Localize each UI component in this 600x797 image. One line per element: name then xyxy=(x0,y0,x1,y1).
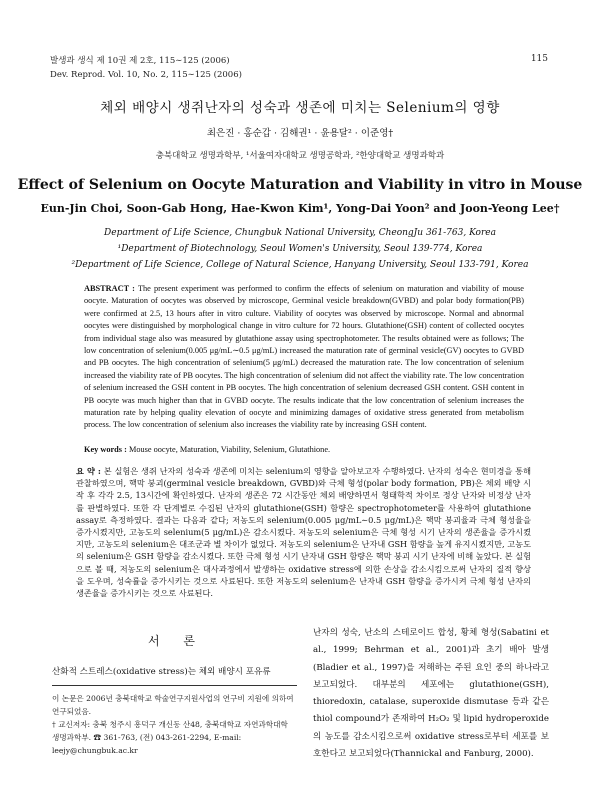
affiliations-korean: 충북대학교 생명과학부, ¹서울여자대학교 생명공학과, ²한양대학교 생명과학과 xyxy=(155,151,445,161)
affiliation-line: ¹Department of Biotechnology, Seoul Women's University, Seoul 139-774, Korea xyxy=(117,244,483,254)
affiliations-english xyxy=(0,225,600,273)
page-number: 115 xyxy=(530,54,548,64)
journal-citation-ko: 발생과 생식 제 10권 제 2호, 115∼125 (2006) xyxy=(50,56,230,66)
korean-summary xyxy=(76,465,531,599)
abstract xyxy=(84,283,524,432)
title-korean: 체외 배양시 생쥐난자의 성숙과 생존에 미치는 Selenium의 영향 xyxy=(100,100,500,116)
affiliation-line: Department of Life Science, Chungbuk National University, CheongJu 361-763, Korea xyxy=(104,228,496,238)
section-heading-introduction: 서 론 xyxy=(148,634,205,648)
keywords-text: Mouse oocyte, Maturation, Viability, Selenium, Glutathione. xyxy=(128,445,331,454)
journal-header xyxy=(50,54,242,82)
footnotes xyxy=(52,692,297,757)
authors-korean: 최은진 · 홍순갑 · 김해권¹ · 윤용달² · 이준영† xyxy=(206,128,394,139)
abstract-text: The present experiment was performed to confirm the effects of selenium on maturation and viability of mouse oocyte. Maturation of oocytes was observed by microscope, Germinal vesicle breakdown(GVBD) and polar body formation(PB) were confirmed at 2.5, 13 hours after in vitro culture. Viability of oocytes was observed by microscope. Normal and abnormal oocytes were distinguished by morphological change in vitro culture for 72 hours. Glutathione(GSH) content of collected oocytes from individual stage also was measured by glutathione assay using spectrophotometer. The results obtained were as follows; The low concentration of selenium(0.005 μg/mL∼0.5 μg/mL) increased the maturation rate of germinal vesicle(GV) oocytes to GVBD and PB oocytes. The high concentration of selenium(5 μg/mL) decreased the maturation rate. The low concentration of selenium increased the viability rate of PB oocytes. The high concentration of selenium did not affect the viability rate. The low concentration of selenium increased the GSH content in PB oocytes. The high concentration of selenium decreased GSH content. GSH content in PB oocyte was much higher than that in GVBD oocyte. The results indicate that the low concentration of selenium increases the maturation rate by helping quality elevation of oocyte and minimizing damages of oxidative stress generated from metabolism process. The low concentration of selenium also increases the viability rate by increasing GSH content. xyxy=(84,284,524,430)
intro-left-column: 산화적 스트레스(oxidative stress)는 체외 배양시 포유류 xyxy=(52,667,271,677)
keywords-label: Key words : xyxy=(84,445,127,454)
footnote-funding: 이 논문은 2006년 충북대학교 학술연구지원사업의 연구비 지원에 의하여 연구되었음. xyxy=(52,694,294,716)
abstract-label: ABSTRACT : xyxy=(84,284,135,293)
keywords xyxy=(84,445,524,454)
summary-label: 요 약 : xyxy=(76,466,101,476)
title-english: Effect of Selenium on Oocyte Maturation and Viability in vitro in Mouse xyxy=(17,177,583,193)
journal-citation-en: Dev. Reprod. Vol. 10, No. 2, 115∼125 (2006) xyxy=(50,70,242,80)
affiliation-line: ²Department of Life Science, College of Natural Science, Hanyang University, Seoul 133-791, Korea xyxy=(71,260,529,270)
footnote-corresponding-author: † 교신저자: 충북 청주시 흥덕구 개신동 산48, 충북대학교 자연과학대학 생명과학부. ☎ 361-763, (전) 043-261-2294, E-mail: leejy@chungbuk.ac.kr xyxy=(52,720,288,755)
summary-text: 본 실험은 생쥐 난자의 성숙과 생존에 미치는 selenium의 영향을 알아보고자 수행하였다. 난자의 성숙은 현미경을 통해 관찰하였으며, 핵막 붕괴(germinal vesicle breakdown, GVBD)와 극체 형성(polar body formation, PB)은 체외 배양 시작 후 각각 2.5, 13시간에 확인하였다. 난자의 생존은 72 시간동안 체외 배양하면서 형태학적 차이로 정상 난자와 비정상 난자를 판별하였다. 또한 각 단계별로 수집된 난자의 glutathione(GSH) 함량은 spectrophotometer를 사용하여 glutathione assay로 측정하였다. 결과는 다음과 같다; 저농도의 selenium(0.005 μg/mL∼0.5 μg/mL)은 핵막 붕괴율과 극체 형성율을 증가시켰지만, 고농도의 selenium(5 μg/mL)은 감소시켰다. 저농도의 selenium은 극체 형성 시기 난자의 생존율을 증가시켰지만, 고농도의 selenium은 대조군과 별 차이가 없었다. 저농도의 selenium은 난자내 GSH 함량을 높게 유지시켰지만, 고농도의 selenium은 GSH 함량을 감소시켰다. 또한 극체 형성 시기 난자내 GSH 함량은 핵막 붕괴 시기 난자에 비해 높았다. 본 실험으로 볼 때, 저농도의 selenium은 대사과정에서 발생하는 oxidative stress에 의한 손상을 감소시킴으로써 난자의 질적 향상을 도우며, 성숙률을 증가시키는 것으로 사료된다. 또한 저농도의 selenium은 난자내 GSH 함량을 증가시켜 극체 형성 난자의 생존율을 증가시키는 것으로 사료된다. xyxy=(76,466,531,599)
authors-english: Eun-Jin Choi, Soon-Gab Hong, Hae-Kwon Kim¹, Yong-Dai Yoon² and Joon-Yeong Lee† xyxy=(40,202,560,215)
intro-right-column: 난자의 성숙, 난소의 스테로이드 합성, 황체 형성(Sabatini et al., 1999; Behrman et al., 2001)과 초기 배아 발생(Bladier et al., 1997)을 저해하는 주된 요인 중의 하나라고 보고되었다. 대부분의 세포에는 glutathione(GSH), thioredoxin, catalase, superoxide dismutase 등과 같은 thiol compound가 존재하여 H₂O₂ 및 lipid hydroperoxide의 농도를 감소시킴으로써 oxidative stress로부터 세포를 보호한다고 보고되었다(Thannickal and Fanburg, 2000). xyxy=(313,628,549,760)
footnote-divider xyxy=(52,685,297,686)
